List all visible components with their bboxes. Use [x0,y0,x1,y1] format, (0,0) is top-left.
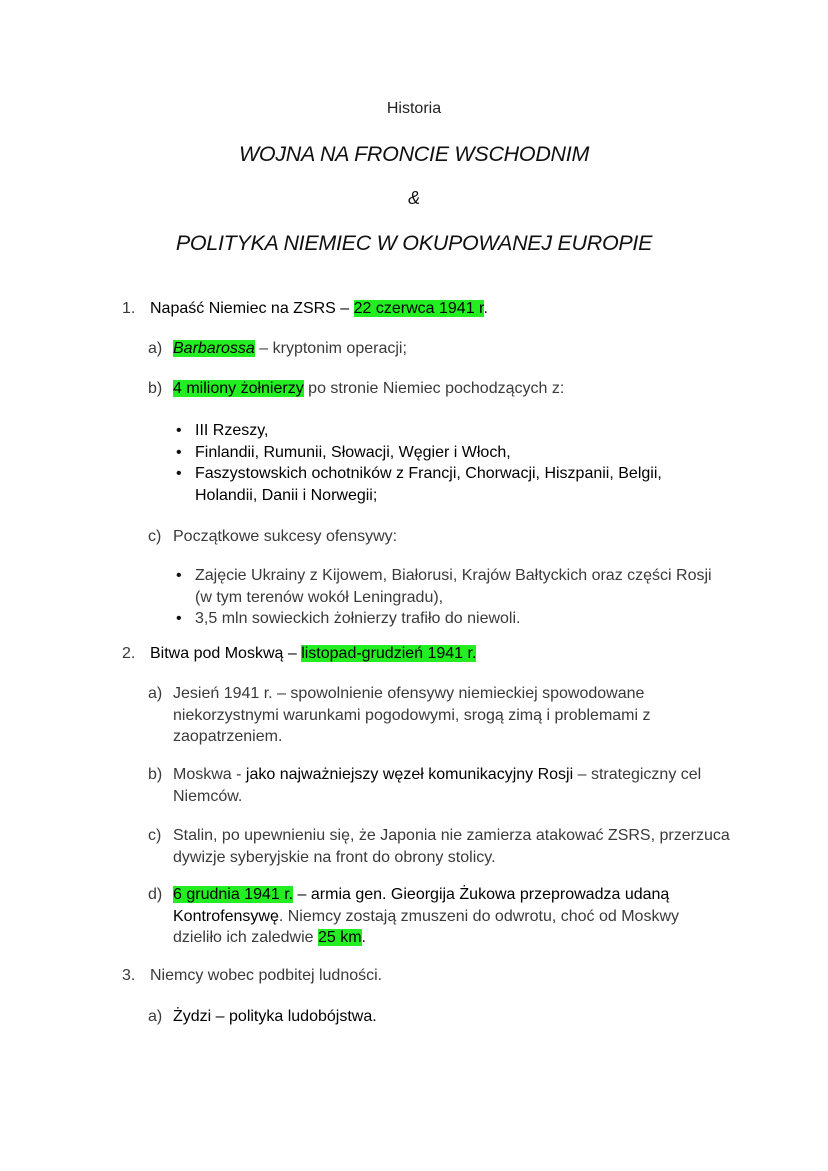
subject-label: Historia [386,100,442,117]
section-1b [148,378,565,400]
section-number: 2. [122,645,136,662]
item-text: Niemców. [173,787,243,805]
item-text: – strategiczny cel [573,766,702,783]
emphasized-text: Kontrofensywę [173,907,279,925]
item-text: po stronie Niemiec pochodzących z: [303,380,565,397]
highlighted-date: listopad-grudzień 1941 r. [301,645,477,662]
item-label: b) [148,766,163,783]
item-text: Początkowe sukcesy ofensywy: [173,528,398,545]
section-3a [148,1006,377,1028]
list-item-continuation: Holandii, Danii i Norwegii; [195,486,378,504]
list-item: • III Rzeszy, [176,420,662,442]
heading-text: Napaść Niemiec na ZSRS – [150,300,354,317]
highlighted-term: Barbarossa [173,340,255,357]
item-label: a) [148,1008,163,1025]
item-label: c) [148,827,162,844]
item-text: . Niemcy zostają zmuszeni do odwrotu, choć od Moskwy [278,907,679,925]
emphasized-text: jako najważniejszy węzeł komunikacyjny Rosji [245,766,574,783]
section-number: 3. [122,967,136,984]
item-label: a) [148,340,163,357]
item-period: . [361,929,366,947]
item-label: c) [148,528,162,545]
heading-text: Niemcy wobec podbitej ludności. [150,967,383,984]
item-text: dzieliło ich zaledwie [173,929,318,947]
section-1-heading [122,298,488,320]
list-item: • 3,5 mln sowieckich żołnierzy trafiło do niewoli. [176,608,712,630]
list-item: • Faszystowskich ochotników z Francji, Chorwacji, Hiszpanii, Belgii, [176,463,662,485]
item-text: – kryptonim operacji; [254,340,407,357]
item-text: niekorzystnymi warunkami pogodowymi, srogą zimą i problemami z [173,706,651,724]
item-label: b) [148,380,163,397]
emphasized-text: Żydzi – polityka ludobójstwa. [173,1008,377,1025]
section-2c [148,825,730,866]
list-item: • Finlandii, Rumunii, Słowacji, Węgier i Włoch, [176,442,662,464]
emphasized-text: – armia gen. Gieorgija Żukowa przeprowadza udaną [293,886,670,903]
item-text: Jesień 1941 r. – spowolnienie ofensywy niemieckiej spowodowane [173,685,645,702]
item-label: d) [148,886,163,903]
title-ampersand: & [408,188,420,208]
section-1b-bullets [176,420,662,506]
highlighted-date: 6 grudnia 1941 r. [173,886,294,903]
item-text: Stalin, po upewnieniu się, że Japonia nie zamierza atakować ZSRS, przerzuca [173,827,730,844]
item-label: a) [148,685,163,702]
highlighted-term: 4 miliony żołnierzy [173,380,304,397]
item-text: Moskwa - [173,766,246,783]
list-item-continuation: (w tym terenów wokół Leningradu), [195,588,444,606]
title-line-1: WOJNA NA FRONCIE WSCHODNIM [238,142,590,166]
title-line-2: POLITYKA NIEMIEC W OKUPOWANEJ EUROPIE [175,231,653,255]
section-2d [148,884,679,947]
section-2b [148,764,702,805]
section-number: 1. [122,300,136,317]
heading-period: . [483,300,488,317]
section-2-heading [122,643,477,665]
section-2a [148,683,651,746]
list-item: • Zajęcie Ukrainy z Kijowem, Białorusi, Krajów Bałtyckich oraz części Rosji [176,565,712,587]
heading-text: Bitwa pod Moskwą – [150,645,302,662]
section-1c-bullets [176,565,712,630]
item-text: dywizje syberyjskie na front do obrony stolicy. [173,848,496,866]
highlighted-distance: 25 km [317,929,362,947]
section-1a [148,338,407,360]
highlighted-date: 22 czerwca 1941 r [353,300,484,317]
item-text: zaopatrzeniem. [173,728,283,746]
section-3-heading [122,965,383,987]
section-1c [148,526,398,548]
